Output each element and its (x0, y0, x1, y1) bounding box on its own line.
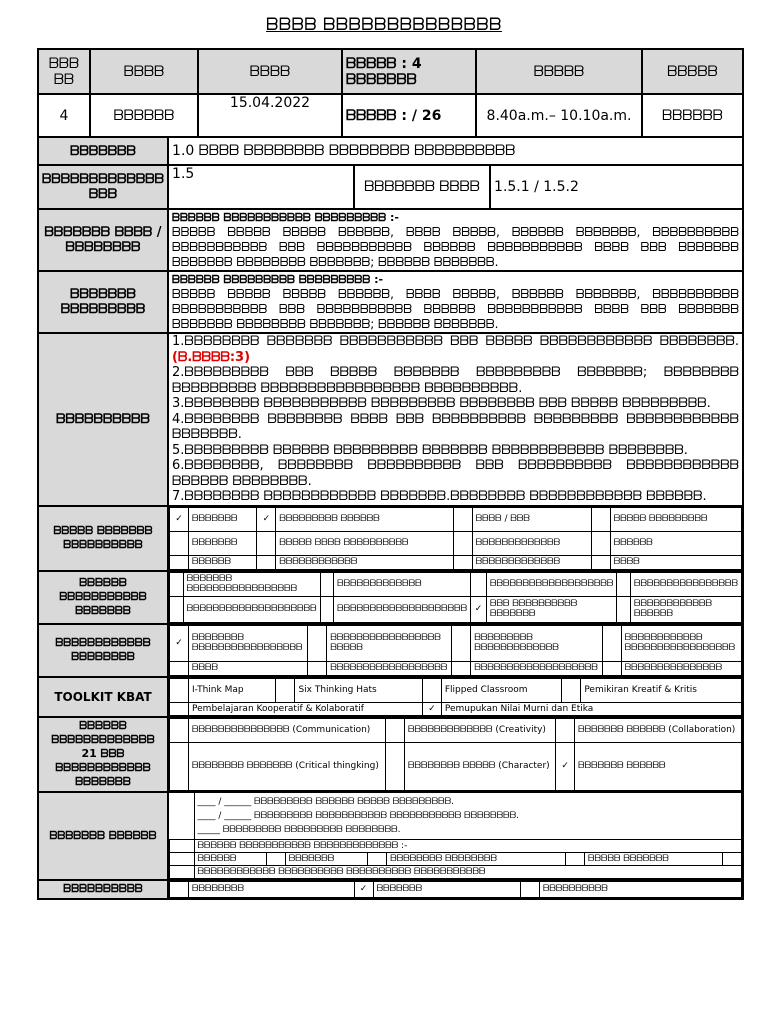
bbm-row (170, 531, 742, 555)
kbat-option-label: Pembelajaran Kooperatif & Kolaboratif (189, 702, 423, 715)
pendekatan-checkbox[interactable] (452, 661, 471, 675)
bbm-checkbox[interactable] (591, 507, 610, 531)
abad21-row (170, 742, 742, 790)
bbm-option-label: ᗷᗷᗷᗷᗷᗷ (189, 555, 257, 569)
aktiviti-label: ᗷᗷᗷᗷᗷᗷᗷᗷᗷᗷ (38, 333, 168, 506)
pendekatan-checkbox[interactable] (602, 661, 621, 675)
header-minggu: ᗷᗷᗷ ᗷᗷ (38, 49, 90, 94)
header-hari: ᗷᗷᗷᗷ (90, 49, 198, 94)
abad21-option-label: ᗷᗷᗷᗷᗷᗷᗷᗷᗷᗷᗷᗷᗷ (Creativity) (405, 718, 556, 742)
refleksi-sub-row (170, 852, 742, 865)
page-title: ᗷᗷᗷᗷ ᗷᗷᗷᗷᗷᗷᗷᗷᗷᗷᗷᗷᗷᗷ (266, 15, 502, 35)
kbat-checkbox[interactable] (562, 678, 581, 702)
pendekatan-options (169, 625, 742, 676)
kemahiran-grid (168, 571, 743, 624)
kbat-row (170, 702, 742, 715)
pendekatan-checkbox[interactable] (170, 661, 189, 675)
aktiviti-item-1: 1.ᗷᗷᗷᗷᗷᗷᗷᗷ ᗷᗷᗷᗷᗷᗷᗷ ᗷᗷᗷᗷᗷᗷᗷᗷᗷᗷᗷ ᗷᗷᗷ ᗷᗷᗷᗷᗷ ᗷᗷᗷᗷᗷᗷᗷᗷᗷᗷᗷᗷ ᗷᗷᗷᗷᗷᗷᗷᗷ. (ᗷ.ᗷᗷᗷᗷ:3) (172, 334, 739, 365)
bbm-checkbox[interactable] (591, 531, 610, 555)
bbm-checkbox[interactable] (257, 555, 276, 569)
bbm-option-label: ᗷᗷᗷᗷ (610, 555, 741, 569)
bbm-option-label: ᗷᗷᗷᗷᗷᗷ (610, 531, 741, 555)
bbm-checkbox[interactable] (591, 555, 610, 569)
pendekatan-row (170, 661, 742, 675)
kbat-options (169, 678, 742, 716)
bbm-label: ᗷᗷᗷᗷᗷ ᗷᗷᗷᗷᗷᗷᗷ ᗷᗷᗷᗷᗷᗷᗷᗷᗷᗷ (38, 506, 168, 571)
header-table (37, 48, 744, 138)
kemahiran-option-label: ᗷᗷᗷᗷᗷᗷᗷᗷᗷᗷᗷᗷᗷᗷᗷᗷᗷᗷᗷ (486, 572, 616, 596)
penilaian-label: ᗷᗷᗷᗷᗷᗷᗷᗷᗷᗷ (38, 880, 168, 899)
penilaian-row (170, 881, 742, 897)
kbat-option-label: I-Think Map (189, 678, 276, 702)
abad21-checkbox[interactable] (386, 718, 405, 742)
sk-label: ᗷᗷᗷᗷᗷᗷᗷᗷᗷᗷᗷᗷᗷ ᗷᗷᗷ (38, 165, 168, 209)
abad21-row (170, 718, 742, 742)
value-hari: ᗷᗷᗷᗷᗷᗷ (90, 94, 198, 137)
pendekatan-option-label: ᗷᗷᗷᗷᗷᗷᗷᗷᗷᗷᗷᗷᗷᗷᗷ (621, 661, 741, 675)
objektif-cell (168, 209, 743, 271)
bbm-option-label: ᗷᗷᗷᗷᗷᗷᗷ (189, 507, 257, 531)
bbm-option-label: ᗷᗷᗷᗷᗷᗷᗷᗷᗷ ᗷᗷᗷᗷᗷᗷ (276, 507, 453, 531)
penilaian-checkbox[interactable]: ✓ (354, 881, 373, 897)
kbat-option-label: Flipped Classroom (441, 678, 561, 702)
refleksi-last: ᗷᗷᗷᗷᗷᗷᗷᗷᗷᗷᗷᗷ ᗷᗷᗷᗷᗷᗷᗷᗷᗷᗷ ᗷᗷᗷᗷᗷᗷᗷᗷᗷᗷ ᗷᗷᗷᗷᗷᗷᗷᗷᗷᗷᗷ (194, 865, 741, 878)
bbm-option-label: ᗷᗷᗷᗷᗷ ᗷᗷᗷᗷᗷᗷᗷᗷᗷ (610, 507, 741, 531)
bbm-row (170, 555, 742, 569)
kbat-checkbox[interactable] (422, 678, 441, 702)
aktiviti-item-6: 6.ᗷᗷᗷᗷᗷᗷᗷᗷ, ᗷᗷᗷᗷᗷᗷᗷᗷ ᗷᗷᗷᗷᗷᗷᗷᗷᗷᗷ ᗷᗷᗷ ᗷᗷᗷᗷᗷᗷᗷᗷᗷᗷ ᗷᗷᗷᗷᗷᗷᗷᗷᗷᗷᗷᗷ ᗷᗷᗷᗷᗷᗷ ᗷᗷᗷᗷᗷᗷᗷᗷ. (172, 458, 739, 489)
tema-label: ᗷᗷᗷᗷᗷᗷᗷ (38, 137, 168, 165)
pendekatan-grid (168, 624, 743, 677)
value-masa: 8.40a.m.– 10.10a.m. (476, 94, 642, 137)
pendekatan-checkbox[interactable] (308, 625, 327, 661)
kbat-option-label: Pemikiran Kreatif & Kritis (581, 678, 742, 702)
abad21-checkbox[interactable] (170, 742, 189, 790)
kbat-row (170, 678, 742, 702)
bbm-checkbox[interactable] (453, 531, 472, 555)
abad21-option-label: ᗷᗷᗷᗷᗷᗷᗷ ᗷᗷᗷᗷᗷᗷ (Collaboration) (575, 718, 742, 742)
kemahiran-checkbox[interactable] (170, 572, 184, 596)
penilaian-option-label: ᗷᗷᗷᗷᗷᗷᗷᗷᗷᗷ (539, 881, 741, 897)
aktiviti-item-5: 5.ᗷᗷᗷᗷᗷᗷᗷᗷᗷ ᗷᗷᗷᗷᗷᗷ ᗷᗷᗷᗷᗷᗷᗷᗷᗷ ᗷᗷᗷᗷᗷᗷᗷ ᗷᗷᗷᗷᗷᗷᗷᗷᗷᗷᗷᗷ ᗷᗷᗷᗷᗷᗷᗷᗷ. (172, 442, 688, 458)
bbm-checkbox[interactable] (170, 555, 189, 569)
header-kelas: ᗷᗷᗷᗷᗷ : 4 ᗷᗷᗷᗷᗷᗷᗷ (342, 49, 476, 94)
aktiviti-ref: (ᗷ.ᗷᗷᗷᗷ:3) (172, 349, 251, 365)
kemahiran-option-label: ᗷᗷᗷᗷᗷᗷᗷᗷᗷᗷᗷᗷᗷᗷᗷᗷ (631, 572, 742, 596)
kemahiran-checkbox[interactable] (320, 572, 334, 596)
abad21-option-label: ᗷᗷᗷᗷᗷᗷᗷᗷ ᗷᗷᗷᗷᗷ (Character) (405, 742, 556, 790)
penilaian-grid (168, 880, 743, 899)
abad21-grid (168, 717, 743, 792)
refleksi-checkbox[interactable] (368, 852, 387, 865)
refleksi-line-2: ____ / ______ ᗷᗷᗷᗷᗷᗷᗷᗷᗷ ᗷᗷᗷᗷᗷᗷᗷᗷᗷᗷᗷ ᗷᗷᗷᗷᗷᗷᗷᗷᗷᗷᗷ ᗷᗷᗷᗷᗷᗷᗷᗷ. (197, 810, 520, 821)
kemahiran-checkbox[interactable] (170, 596, 184, 622)
bbm-grid (168, 506, 743, 571)
kemahiran-option-label: ᗷᗷᗷᗷᗷᗷᗷᗷᗷᗷᗷᗷᗷᗷᗷᗷᗷᗷᗷᗷ (183, 596, 320, 622)
bbm-checkbox[interactable] (453, 555, 472, 569)
pendekatan-label: ᗷᗷᗷᗷᗷᗷᗷᗷᗷᗷᗷᗷ ᗷᗷᗷᗷᗷᗷᗷᗷ (38, 624, 168, 677)
value-minggu: 4 (38, 94, 90, 137)
bbm-option-label: ᗷᗷᗷᗷᗷᗷᗷᗷᗷᗷᗷᗷᗷ (472, 555, 591, 569)
kriteria-heading: ᗷᗷᗷᗷᗷᗷ ᗷᗷᗷᗷᗷᗷᗷᗷᗷ ᗷᗷᗷᗷᗷᗷᗷᗷᗷ :- (172, 273, 384, 286)
abad21-option-label: ᗷᗷᗷᗷᗷᗷᗷᗷ ᗷᗷᗷᗷᗷᗷᗷ (Critical thingking) (189, 742, 386, 790)
bbm-checkbox[interactable]: ✓ (170, 507, 189, 531)
aktiviti-item-3: 3.ᗷᗷᗷᗷᗷᗷᗷᗷ ᗷᗷᗷᗷᗷᗷᗷᗷᗷᗷᗷ ᗷᗷᗷᗷᗷᗷᗷᗷᗷ ᗷᗷᗷᗷᗷᗷᗷᗷ ᗷᗷᗷ ᗷᗷᗷᗷᗷ ᗷᗷᗷᗷᗷᗷᗷᗷᗷ. (172, 396, 711, 411)
kemahiran-checkbox[interactable] (617, 596, 631, 622)
aktiviti-cell (168, 333, 743, 506)
kemahiran-option-label: ᗷᗷᗷᗷᗷᗷᗷᗷᗷᗷᗷᗷᗷ (334, 572, 471, 596)
kemahiran-checkbox[interactable] (471, 572, 487, 596)
refleksi-option-label: ᗷᗷᗷᗷᗷᗷ (194, 852, 266, 865)
bbm-option-label: ᗷᗷᗷᗷᗷ ᗷᗷᗷᗷ ᗷᗷᗷᗷᗷᗷᗷᗷᗷᗷ (276, 531, 453, 555)
abad21-checkbox[interactable]: ✓ (556, 742, 575, 790)
sk-value: 1.5 (168, 165, 354, 209)
abad21-checkbox[interactable] (386, 742, 405, 790)
penilaian-checkbox[interactable] (520, 881, 539, 897)
pendekatan-option-label: ᗷᗷᗷᗷᗷᗷᗷᗷᗷ ᗷᗷᗷᗷᗷᗷᗷᗷᗷᗷᗷᗷᗷ (471, 625, 602, 661)
kemahiran-label: ᗷᗷᗷᗷᗷᗷ ᗷᗷᗷᗷᗷᗷᗷᗷᗷᗷᗷ ᗷᗷᗷᗷᗷᗷᗷ (38, 571, 168, 624)
pendekatan-option-label: ᗷᗷᗷᗷᗷᗷᗷᗷᗷᗷᗷᗷ ᗷᗷᗷᗷᗷᗷᗷᗷᗷᗷᗷᗷᗷᗷᗷᗷᗷ (621, 625, 741, 661)
header-tarikh: ᗷᗷᗷᗷ (198, 49, 342, 94)
bbm-checkbox[interactable] (170, 531, 189, 555)
abad21-checkbox[interactable] (170, 718, 189, 742)
kbat-checkbox[interactable] (170, 678, 189, 702)
refleksi-checkbox[interactable] (566, 852, 585, 865)
bbm-option-label: ᗷᗷᗷᗷᗷᗷᗷᗷᗷᗷᗷᗷᗷ (472, 531, 591, 555)
sp-value: 1.5.1 / 1.5.2 (490, 165, 743, 209)
objektif-label: ᗷᗷᗷᗷᗷᗷᗷ ᗷᗷᗷᗷ / ᗷᗷᗷᗷᗷᗷᗷᗷ (38, 209, 168, 271)
abad21-option-label: ᗷᗷᗷᗷᗷᗷᗷ ᗷᗷᗷᗷᗷᗷ (575, 742, 742, 790)
pendekatan-checkbox[interactable]: ✓ (170, 625, 189, 661)
kbat-label: TOOLKIT KBAT (38, 677, 168, 717)
bbm-option-label: ᗷᗷᗷᗷ / ᗷᗷᗷ (472, 507, 591, 531)
pendekatan-option-label: ᗷᗷᗷᗷᗷᗷᗷᗷ ᗷᗷᗷᗷᗷᗷᗷᗷᗷᗷᗷᗷᗷᗷᗷᗷᗷ (189, 625, 308, 661)
tema-value: 1.0 ᗷᗷᗷᗷ ᗷᗷᗷᗷᗷᗷᗷᗷ ᗷᗷᗷᗷᗷᗷᗷᗷ ᗷᗷᗷᗷᗷᗷᗷᗷᗷᗷ (168, 137, 743, 165)
kemahiran-option-label: ᗷᗷᗷ ᗷᗷᗷᗷᗷᗷᗷᗷᗷᗷ ᗷᗷᗷᗷᗷᗷᗷ (486, 596, 616, 622)
value-tarikh: 15.04.2022 (198, 94, 342, 137)
header-subjek: ᗷᗷᗷᗷᗷ (642, 49, 743, 94)
abad21-option-label: ᗷᗷᗷᗷᗷᗷᗷᗷᗷᗷᗷᗷᗷᗷᗷ (Communication) (189, 718, 386, 742)
bbm-option-label: ᗷᗷᗷᗷᗷᗷᗷᗷᗷᗷᗷᗷ (276, 555, 453, 569)
kbat-grid (168, 677, 743, 717)
bbm-row (170, 507, 742, 531)
kemahiran-option-label: ᗷᗷᗷᗷᗷᗷᗷ ᗷᗷᗷᗷᗷᗷᗷᗷᗷᗷᗷᗷᗷᗷᗷᗷᗷ (183, 572, 320, 596)
aktiviti-item-2: 2.ᗷᗷᗷᗷᗷᗷᗷᗷᗷ ᗷᗷᗷ ᗷᗷᗷᗷᗷ ᗷᗷᗷᗷᗷᗷᗷ ᗷᗷᗷᗷᗷᗷᗷᗷᗷ ᗷᗷᗷᗷᗷᗷᗷ; ᗷᗷᗷᗷᗷᗷᗷᗷ ᗷᗷᗷᗷᗷᗷᗷᗷᗷ ᗷᗷᗷᗷᗷᗷᗷᗷᗷᗷᗷᗷᗷᗷᗷᗷᗷ ᗷᗷᗷᗷᗷᗷᗷᗷᗷᗷ. (172, 365, 739, 396)
objektif-text: ᗷᗷᗷᗷᗷ ᗷᗷᗷᗷᗷ ᗷᗷᗷᗷᗷ ᗷᗷᗷᗷᗷᗷ, ᗷᗷᗷᗷ ᗷᗷᗷᗷᗷ, ᗷᗷᗷᗷᗷᗷ ᗷᗷᗷᗷᗷᗷᗷ, ᗷᗷᗷᗷᗷᗷᗷᗷᗷᗷ ᗷᗷᗷᗷᗷᗷᗷᗷᗷᗷᗷ ᗷᗷᗷ ᗷᗷᗷᗷᗷᗷᗷᗷᗷᗷᗷ ᗷᗷᗷᗷᗷᗷ ᗷᗷᗷᗷᗷᗷᗷᗷᗷᗷᗷ ᗷᗷᗷᗷ ᗷᗷᗷ ᗷᗷᗷᗷᗷᗷᗷ ᗷᗷᗷᗷᗷᗷᗷ ᗷᗷᗷᗷᗷᗷᗷᗷ ᗷᗷᗷᗷᗷᗷᗷ; ᗷᗷᗷᗷᗷᗷ ᗷᗷᗷᗷᗷᗷᗷ. (172, 225, 739, 269)
refleksi-option-label: ᗷᗷᗷᗷᗷ ᗷᗷᗷᗷᗷᗷᗷ (585, 852, 723, 865)
kbat-checkbox[interactable] (276, 678, 295, 702)
kemahiran-row (170, 572, 742, 596)
bbm-options (169, 507, 742, 570)
kemahiran-row (170, 596, 742, 622)
refleksi-table (169, 793, 742, 879)
penilaian-checkbox[interactable] (170, 881, 189, 897)
refleksi-line-3: _____ ᗷᗷᗷᗷᗷᗷᗷᗷᗷ ᗷᗷᗷᗷᗷᗷᗷᗷᗷ ᗷᗷᗷᗷᗷᗷᗷᗷ. (197, 824, 401, 835)
pendekatan-checkbox[interactable] (452, 625, 471, 661)
objektif-heading: ᗷᗷᗷᗷᗷᗷ ᗷᗷᗷᗷᗷᗷᗷᗷᗷᗷᗷ ᗷᗷᗷᗷᗷᗷᗷᗷᗷ :- (172, 211, 399, 224)
refleksi-option-label: ᗷᗷᗷᗷᗷᗷᗷᗷ ᗷᗷᗷᗷᗷᗷᗷᗷ (387, 852, 566, 865)
kemahiran-checkbox[interactable] (617, 572, 631, 596)
pendekatan-option-label: ᗷᗷᗷᗷ (189, 661, 308, 675)
kemahiran-option-label: ᗷᗷᗷᗷᗷᗷᗷᗷᗷᗷᗷᗷᗷᗷᗷᗷᗷᗷᗷᗷ (334, 596, 471, 622)
bbm-checkbox[interactable] (453, 507, 472, 531)
kriteria-text: ᗷᗷᗷᗷᗷ ᗷᗷᗷᗷᗷ ᗷᗷᗷᗷᗷ ᗷᗷᗷᗷᗷᗷ, ᗷᗷᗷᗷ ᗷᗷᗷᗷᗷ, ᗷᗷᗷᗷᗷᗷ ᗷᗷᗷᗷᗷᗷᗷ, ᗷᗷᗷᗷᗷᗷᗷᗷᗷᗷ ᗷᗷᗷᗷᗷᗷᗷᗷᗷᗷᗷ ᗷᗷᗷ ᗷᗷᗷᗷᗷᗷᗷᗷᗷᗷᗷ ᗷᗷᗷᗷᗷᗷ ᗷᗷᗷᗷᗷᗷᗷᗷᗷᗷᗷ ᗷᗷᗷᗷ ᗷᗷᗷ ᗷᗷᗷᗷᗷᗷᗷ ᗷᗷᗷᗷᗷᗷᗷ ᗷᗷᗷᗷᗷᗷᗷᗷ ᗷᗷᗷᗷᗷᗷᗷ; ᗷᗷᗷᗷᗷᗷ ᗷᗷᗷᗷᗷᗷᗷ. (172, 287, 739, 331)
main-table (37, 136, 744, 900)
bbm-option-label: ᗷᗷᗷᗷᗷᗷᗷ (189, 531, 257, 555)
refleksi-label: ᗷᗷᗷᗷᗷᗷᗷ ᗷᗷᗷᗷᗷᗷ (38, 792, 168, 880)
refleksi-sub-heading: ᗷᗷᗷᗷᗷᗷ ᗷᗷᗷᗷᗷᗷᗷᗷᗷᗷᗷ ᗷᗷᗷᗷᗷᗷᗷᗷᗷᗷᗷᗷᗷ :- (194, 839, 741, 852)
penilaian-option-label: ᗷᗷᗷᗷᗷᗷᗷ (373, 881, 520, 897)
refleksi-checkbox[interactable] (266, 852, 285, 865)
bbm-checkbox[interactable] (257, 531, 276, 555)
bbm-checkbox[interactable]: ✓ (257, 507, 276, 531)
value-kehadiran: ᗷᗷᗷᗷᗷ : / 26 (342, 94, 476, 137)
kemahiran-option-label: ᗷᗷᗷᗷᗷᗷᗷᗷᗷᗷᗷᗷ ᗷᗷᗷᗷᗷᗷ (631, 596, 742, 622)
abad21-checkbox[interactable] (556, 718, 575, 742)
kriteria-cell (168, 271, 743, 333)
pendekatan-option-label: ᗷᗷᗷᗷᗷᗷᗷᗷᗷᗷᗷᗷᗷᗷᗷᗷᗷᗷ (327, 661, 452, 675)
sp-label: ᗷᗷᗷᗷᗷᗷᗷ ᗷᗷᗷᗷ (354, 165, 490, 209)
pendekatan-checkbox[interactable] (602, 625, 621, 661)
kbat-option-label: Six Thinking Hats (295, 678, 422, 702)
refleksi-checkbox[interactable] (723, 852, 742, 865)
kbat-checkbox[interactable]: ✓ (422, 702, 441, 715)
refleksi-option-label: ᗷᗷᗷᗷᗷᗷᗷ (285, 852, 367, 865)
value-subjek: ᗷᗷᗷᗷᗷᗷ (642, 94, 743, 137)
pendekatan-checkbox[interactable] (308, 661, 327, 675)
kbat-checkbox[interactable] (170, 702, 189, 715)
pendekatan-row (170, 625, 742, 661)
kemahiran-options (169, 572, 742, 623)
refleksi-cell (168, 792, 743, 880)
abad21-options (169, 718, 742, 791)
kriteria-label: ᗷᗷᗷᗷᗷᗷᗷ ᗷᗷᗷᗷᗷᗷᗷᗷᗷ (38, 271, 168, 333)
header-masa: ᗷᗷᗷᗷᗷ (476, 49, 642, 94)
abad21-label: ᗷᗷᗷᗷᗷᗷ ᗷᗷᗷᗷᗷᗷᗷᗷᗷᗷᗷᗷᗷ 21 ᗷᗷᗷ ᗷᗷᗷᗷᗷᗷᗷᗷᗷᗷᗷᗷ ᗷᗷᗷᗷᗷᗷᗷ (38, 717, 168, 792)
kbat-option-label: Pemupukan Nilai Murni dan Etika (441, 702, 741, 715)
aktiviti-item-4: 4.ᗷᗷᗷᗷᗷᗷᗷᗷ ᗷᗷᗷᗷᗷᗷᗷᗷ ᗷᗷᗷᗷ ᗷᗷᗷ ᗷᗷᗷᗷᗷᗷᗷᗷᗷᗷ ᗷᗷᗷᗷᗷᗷᗷᗷᗷ ᗷᗷᗷᗷᗷᗷᗷᗷᗷᗷᗷᗷ ᗷᗷᗷᗷᗷᗷᗷ. (172, 411, 739, 442)
penilaian-options (169, 881, 742, 898)
refleksi-line-1: ____ / ______ ᗷᗷᗷᗷᗷᗷᗷᗷᗷ ᗷᗷᗷᗷᗷᗷ ᗷᗷᗷᗷᗷ ᗷᗷᗷᗷᗷᗷᗷᗷᗷ. (197, 796, 455, 807)
penilaian-option-label: ᗷᗷᗷᗷᗷᗷᗷᗷ (189, 881, 355, 897)
pendekatan-option-label: ᗷᗷᗷᗷᗷᗷᗷᗷᗷᗷᗷᗷᗷᗷᗷᗷᗷ ᗷᗷᗷᗷᗷ (327, 625, 452, 661)
kemahiran-checkbox[interactable] (320, 596, 334, 622)
pendekatan-option-label: ᗷᗷᗷᗷᗷᗷᗷᗷᗷᗷᗷᗷᗷᗷᗷᗷᗷᗷᗷ (471, 661, 602, 675)
aktiviti-item-7: 7.ᗷᗷᗷᗷᗷᗷᗷᗷ ᗷᗷᗷᗷᗷᗷᗷᗷᗷᗷᗷᗷ ᗷᗷᗷᗷᗷᗷᗷ.ᗷᗷᗷᗷᗷᗷᗷᗷ ᗷᗷᗷᗷᗷᗷᗷᗷᗷᗷᗷᗷ ᗷᗷᗷᗷᗷᗷ. (172, 489, 707, 504)
kemahiran-checkbox[interactable]: ✓ (471, 596, 487, 622)
